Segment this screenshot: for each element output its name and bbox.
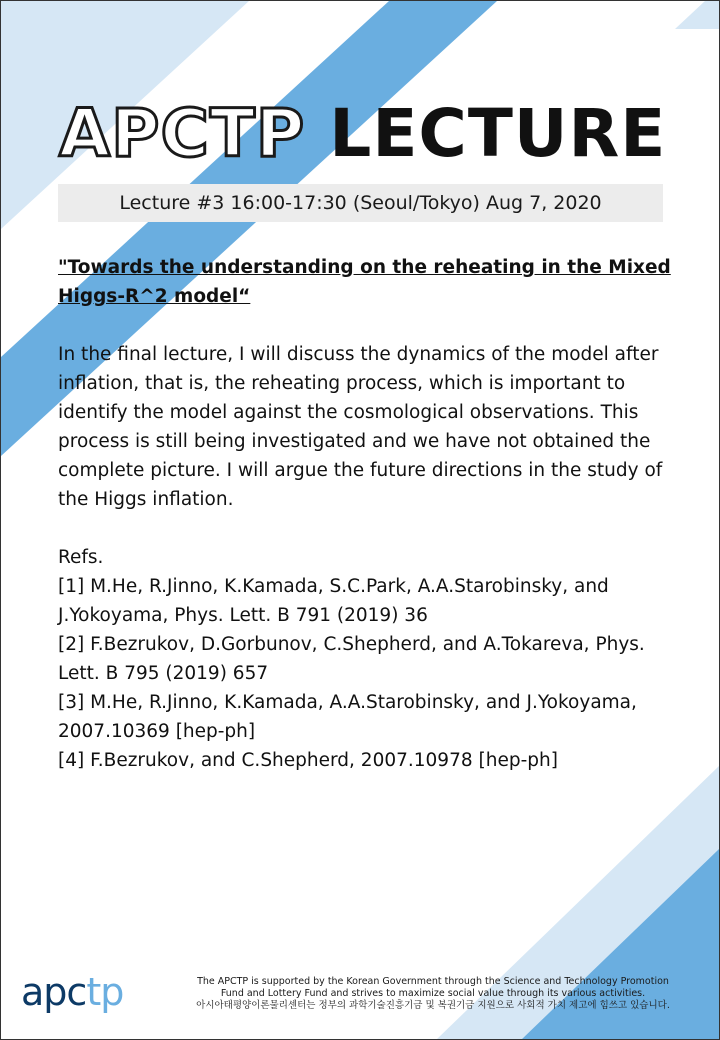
title-lecture: LECTURE bbox=[329, 95, 667, 172]
footer-disclaimer bbox=[153, 976, 713, 1012]
reference-item: [1] M.He, R.Jinno, K.Kamada, S.C.Park, A.A.Starobinsky, and J.Yokoyama, Phys. Lett. B 791 (2019) 36 bbox=[58, 576, 609, 626]
talk-title: "Towards the understanding on the reheating in the Mixed Higgs-R^2 model“ bbox=[58, 257, 671, 307]
reference-item: [3] M.He, R.Jinno, K.Kamada, A.A.Starobinsky, and J.Yokoyama, 2007.10369 [hep-ph] bbox=[58, 692, 637, 742]
apctp-logo bbox=[21, 973, 147, 1013]
title-apctp: APCTP bbox=[59, 95, 306, 172]
footer-line: Fund and Lottery Fund and strives to maximize social value through its various activities. bbox=[220, 988, 646, 999]
abstract: In the final lecture, I will discuss the dynamics of the model after inflation, that is, the reheating process, which is important to identify the model against the cosmological observations. This process is still being investigated and we have not obtained the complete picture. I will argue the future directions in the study of the Higgs inflation. bbox=[58, 344, 663, 510]
refs-heading: Refs. bbox=[58, 547, 104, 568]
logo-tp: tp bbox=[86, 973, 124, 1013]
footer-line: The APCTP is supported by the Korean Government through the Science and Technology Promotion bbox=[197, 976, 669, 987]
footer-line: 아시아태평양이론물리센터는 정부의 과학기술진흥기금 및 복권기금 지원으로 사회적 가치 제고에 힘쓰고 있습니다. bbox=[196, 1000, 670, 1011]
poster-title bbox=[59, 97, 666, 171]
reference-item: [4] F.Bezrukov, and C.Shepherd, 2007.10978 [hep-ph] bbox=[58, 750, 558, 771]
reference-item: [2] F.Bezrukov, D.Gorbunov, C.Shepherd, and A.Tokareva, Phys. Lett. B 795 (2019) 657 bbox=[58, 634, 645, 684]
svg-text:apctp bbox=[21, 973, 123, 1013]
references-list bbox=[58, 572, 673, 775]
session-info-bar: Lecture #3 16:00-17:30 (Seoul/Tokyo) Aug 7, 2020 bbox=[58, 184, 663, 222]
logo-apc: apc bbox=[21, 973, 87, 1013]
top-right-light-stripe bbox=[675, 1, 719, 29]
lecture-content bbox=[58, 253, 673, 775]
